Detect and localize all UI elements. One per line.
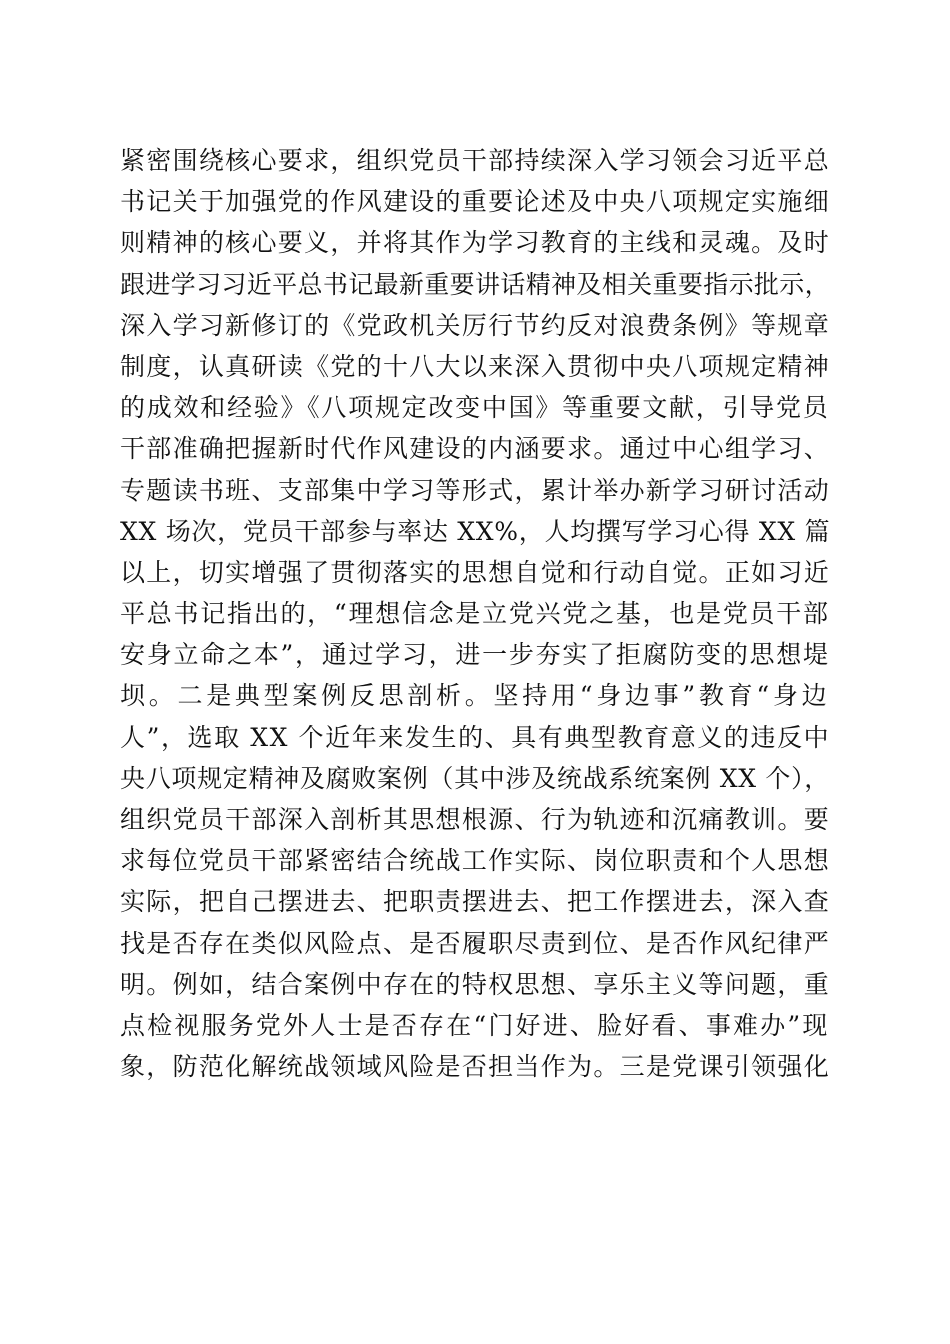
text-line-5: 深入学习新修订的《党政机关厉行节约反对浪费条例》等规章 xyxy=(120,310,831,340)
text-line-14: 坝。二是典型案例反思剖析。坚持用“身边事”教育“身边 xyxy=(120,681,831,711)
text-line-17: 组织党员干部深入剖析其思想根源、行为轨迹和沉痛教训。要 xyxy=(120,805,831,834)
text-line-19: 实际，把自己摆进去、把职责摆进去、把工作摆进去，深入查 xyxy=(120,887,831,917)
text-line-1: 紧密围绕核心要求，组织党员干部持续深入学习领会习近平总 xyxy=(120,146,831,175)
text-line-6: 制度，认真研读《党的十八大以来深入贯彻中央八项规定精神 xyxy=(120,351,831,381)
body-paragraph xyxy=(120,140,830,1087)
text-line-8: 干部准确把握新时代作风建设的内涵要求。通过中心组学习、 xyxy=(120,434,831,464)
text-line-18: 求每位党员干部紧密结合统战工作实际、岗位职责和个人思想 xyxy=(120,846,831,876)
text-line-16: 央八项规定精神及腐败案例（其中涉及统战系统案例 XX 个）， xyxy=(120,763,830,793)
text-line-21: 明。例如，结合案例中存在的特权思想、享乐主义等问题，重 xyxy=(120,969,831,999)
text-line-23: 象，防范化解统战领域风险是否担当作为。三是党课引领强化 xyxy=(120,1052,831,1082)
text-line-20: 找是否存在类似风险点、是否履职尽责到位、是否作风纪律严 xyxy=(120,928,831,958)
text-line-11: 以上，切实增强了贯彻落实的思想自觉和行动自觉。正如习近 xyxy=(120,557,831,587)
text-line-22: 点检视服务党外人士是否存在“门好进、脸好看、事难办”现 xyxy=(120,1010,830,1040)
text-line-13: 安身立命之本”，通过学习，进一步夯实了拒腐防变的思想堤 xyxy=(120,640,830,670)
text-line-2: 书记关于加强党的作风建设的重要论述及中央八项规定实施细 xyxy=(120,187,831,217)
text-line-9: 专题读书班、支部集中学习等形式，累计举办新学习研讨活动 xyxy=(120,475,831,505)
text-line-4: 跟进学习习近平总书记最新重要讲话精神及相关重要指示批示， xyxy=(120,269,831,299)
text-line-3: 则精神的核心要义，并将其作为学习教育的主线和灵魂。及时 xyxy=(120,228,831,258)
text-line-15: 人”，选取 XX 个近年来发生的、具有典型教育意义的违反中 xyxy=(120,722,831,752)
text-line-12: 平总书记指出的，“理想信念是立党兴党之基，也是党员干部 xyxy=(120,599,830,629)
text-line-10: XX 场次，党员干部参与率达 XX%，人均撰写学习心得 XX 篇 xyxy=(120,516,831,546)
text-line-7: 的成效和经验》《八项规定改变中国》等重要文献，引导党员 xyxy=(120,393,830,423)
